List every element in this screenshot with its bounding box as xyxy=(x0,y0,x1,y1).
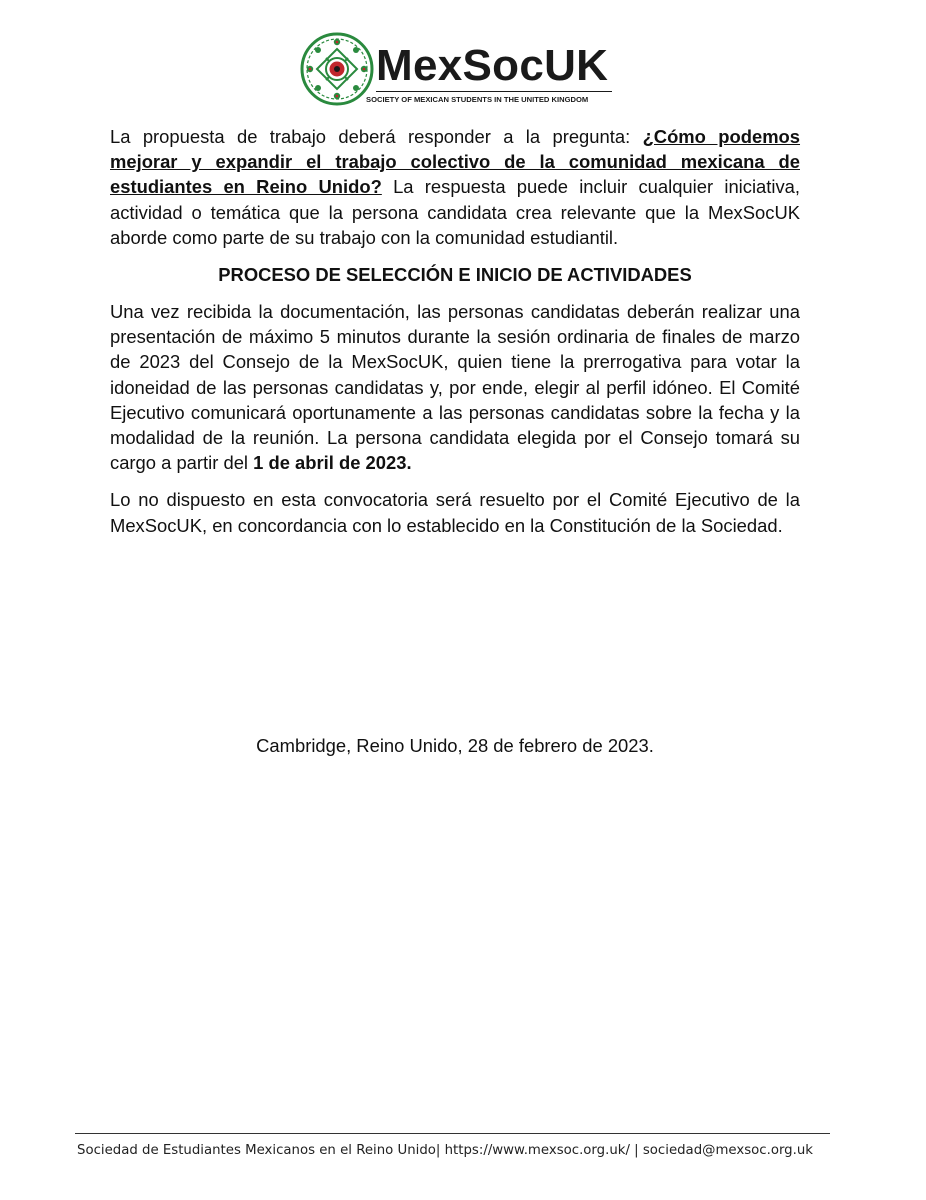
aztec-emblem-icon xyxy=(300,32,374,106)
place-and-date: Cambridge, Reino Unido, 28 de febrero de 2023. xyxy=(256,735,654,756)
selection-text: Una vez recibida la documentación, las personas candidatas deberán realizar una presentación de máximo 5 minutos durante la sesión ordinaria de finales de marzo de 2023 del Consejo de la MexSocUK, quien tiene la prerrogativa para votar la idoneidad de las personas candidatas y, por ende, elegir al perfil idóneo. El Comité Ejecutivo comunicará oportunamente a las personas candidatas sobre la fecha y la modalidad de la reunión. La persona candidata elegida por el Consejo tomará su cargo a partir del xyxy=(110,301,800,474)
logo-underline xyxy=(376,91,612,92)
proposal-lead: La propuesta de trabajo deberá responder a la pregunta: xyxy=(110,126,643,147)
proposal-rest: La respuesta puede incluir cualquier iniciativa, actividad o temática que la persona candidata crea relevante que la MexSocUK aborde como parte de su trabajo con la comunidad estudiantil. xyxy=(110,176,800,248)
letterhead-logo xyxy=(300,32,620,106)
logo-title: MexSocUK xyxy=(376,41,609,90)
proposal-question: ¿Cómo podemos mejorar y expandir el trabajo colectivo de la comunidad mexicana de estudiantes en Reino Unido? xyxy=(110,126,801,198)
document-body xyxy=(110,124,800,538)
proposal-paragraph xyxy=(110,124,800,250)
section-heading: PROCESO DE SELECCIÓN E INICIO DE ACTIVIDADES xyxy=(218,264,692,286)
selection-paragraph xyxy=(110,299,800,475)
final-provisions-paragraph: Lo no dispuesto en esta convocatoria será resuelto por el Comité Ejecutivo de la MexSocUK, en concordancia con lo establecido en la Constitución de la Sociedad. xyxy=(110,489,800,536)
logo-subtitle: SOCIETY OF MEXICAN STUDENTS IN THE UNITED KINGDOM xyxy=(366,95,589,104)
footer-contact: Sociedad de Estudiantes Mexicanos en el Reino Unido| https://www.mexsoc.org.uk/ | sociedad@mexsoc.org.uk xyxy=(77,1143,813,1158)
footer-divider xyxy=(75,1133,830,1134)
start-date: 1 de abril de 2023. xyxy=(253,452,412,474)
